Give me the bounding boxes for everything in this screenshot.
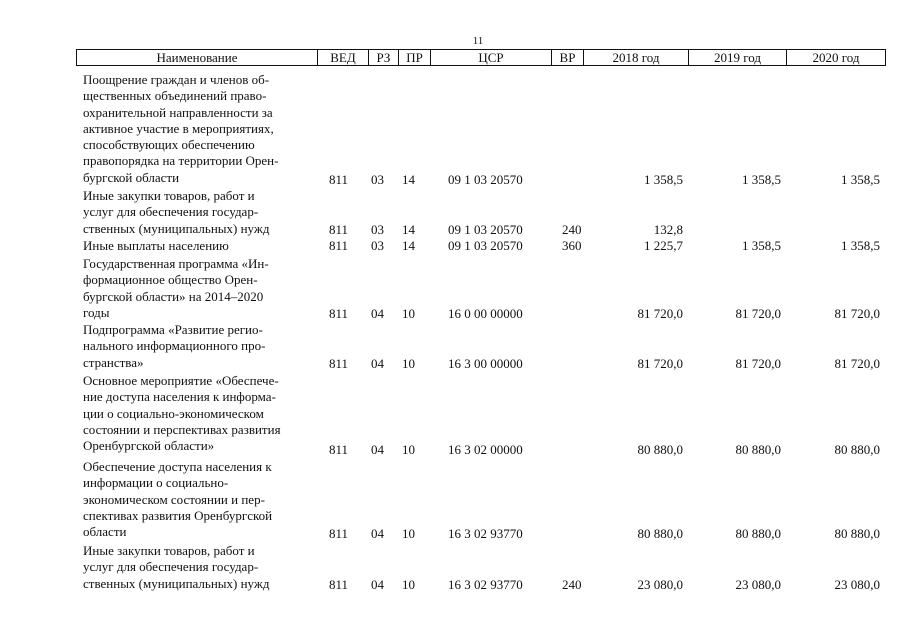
row-2018: 81 720,0 — [637, 306, 683, 321]
header-pr: ПР — [399, 50, 431, 65]
row-rz: 04 — [371, 356, 384, 371]
row-2020: 81 720,0 — [834, 306, 880, 321]
row-pr: 14 — [402, 172, 415, 187]
row-csr: 16 3 02 93770 — [448, 577, 523, 592]
row-2019: 23 080,0 — [735, 577, 781, 592]
row-2019: 81 720,0 — [735, 306, 781, 321]
row-ved: 811 — [329, 238, 349, 253]
row-csr: 09 1 03 20570 — [448, 172, 523, 187]
row-name: Поощрение граждан и членов об- щественных объединений право- охранительной направленности за активное участие в мероприятиях, способствующих обеспечению правопорядка на территории Орен- бургской области — [83, 72, 279, 185]
row-ved: 811 — [329, 442, 349, 457]
row-pr: 10 — [402, 356, 415, 371]
row-2019: 80 880,0 — [735, 526, 781, 541]
row-ved: 811 — [329, 306, 349, 321]
row-pr: 14 — [402, 222, 415, 237]
header-ved: ВЕД — [318, 50, 369, 65]
row-name: Иные закупки товаров, работ и услуг для обеспечения государ- ственных (муниципальных) нужд — [83, 188, 270, 236]
row-2020: 81 720,0 — [834, 356, 880, 371]
table-header — [76, 49, 886, 66]
row-rz: 04 — [371, 526, 384, 541]
row-rz: 04 — [371, 442, 384, 457]
row-name: Обеспечение доступа населения к информации о социально- экономическом состоянии и пер- спективах развития Оренбургской области — [83, 459, 273, 540]
row-2019: 1 358,5 — [742, 238, 781, 253]
row-2018: 80 880,0 — [637, 526, 683, 541]
row-pr: 10 — [402, 526, 415, 541]
row-2020: 1 358,5 — [841, 172, 880, 187]
row-2020: 80 880,0 — [834, 442, 880, 457]
header-2020: 2020 год — [812, 50, 860, 65]
row-2018: 132,8 — [653, 222, 683, 237]
row-name: Государственная программа «Ин- формационное общество Орен- бургской области» на 2014–2020 годы — [83, 256, 269, 320]
header-vr: ВР — [552, 50, 584, 65]
page-number: 11 — [472, 35, 484, 47]
row-ved: 811 — [329, 222, 349, 237]
row-csr: 16 3 02 93770 — [448, 526, 523, 541]
row-pr: 10 — [402, 577, 415, 592]
header-rz: РЗ — [369, 50, 399, 65]
row-csr: 16 3 00 00000 — [448, 356, 523, 371]
row-2020: 23 080,0 — [834, 577, 880, 592]
row-vr: 240 — [562, 577, 582, 592]
row-2019: 1 358,5 — [742, 172, 781, 187]
row-ved: 811 — [329, 172, 349, 187]
row-csr: 09 1 03 20570 — [448, 238, 523, 253]
row-rz: 03 — [371, 172, 384, 187]
row-2020: 1 358,5 — [841, 238, 880, 253]
header-2019: 2019 год — [689, 50, 787, 65]
row-vr: 360 — [562, 238, 582, 253]
row-csr: 16 3 02 00000 — [448, 442, 523, 457]
row-2018: 1 358,5 — [644, 172, 683, 187]
row-pr: 14 — [402, 238, 415, 253]
row-pr: 10 — [402, 442, 415, 457]
row-rz: 03 — [371, 222, 384, 237]
row-rz: 03 — [371, 238, 384, 253]
row-name: Основное мероприятие «Обеспече- ние доступа населения к информа- ции о социально-экономическом состоянии и перспективах развития Оренбургской области» — [83, 373, 281, 454]
row-ved: 811 — [329, 356, 349, 371]
row-vr: 240 — [562, 222, 582, 237]
row-name: Иные выплаты населению — [83, 238, 229, 253]
row-rz: 04 — [371, 306, 384, 321]
header-name: Наименование — [77, 50, 318, 65]
row-2019: 80 880,0 — [735, 442, 781, 457]
row-2018: 81 720,0 — [637, 356, 683, 371]
row-2020: 80 880,0 — [834, 526, 880, 541]
row-2018: 23 080,0 — [637, 577, 683, 592]
row-2019: 81 720,0 — [735, 356, 781, 371]
row-ved: 811 — [329, 577, 349, 592]
row-2018: 80 880,0 — [637, 442, 683, 457]
row-2018: 1 225,7 — [644, 238, 683, 253]
header-csr: ЦСР — [431, 50, 552, 65]
row-rz: 04 — [371, 577, 384, 592]
header-2018: 2018 год — [584, 50, 689, 65]
row-csr: 16 0 00 00000 — [448, 306, 523, 321]
row-ved: 811 — [329, 526, 349, 541]
row-name: Подпрограмма «Развитие регио- нального информационного про- странства» — [83, 322, 266, 370]
row-name: Иные закупки товаров, работ и услуг для обеспечения государ- ственных (муниципальных) нужд — [83, 543, 270, 591]
row-pr: 10 — [402, 306, 415, 321]
row-csr: 09 1 03 20570 — [448, 222, 523, 237]
